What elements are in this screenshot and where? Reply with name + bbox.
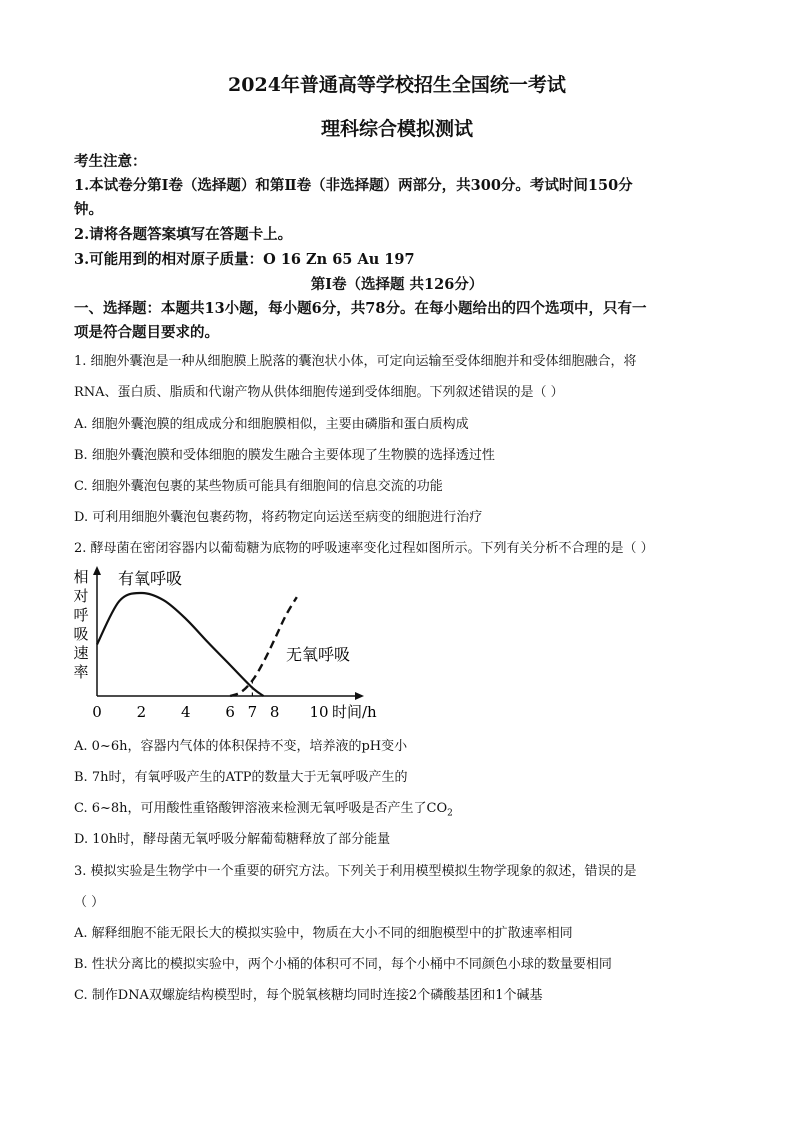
- y-axis-label-char: 吸: [73, 625, 89, 643]
- x-tick-label: 6: [225, 703, 235, 721]
- q3-stem: 3. 模拟实验是生物学中一个重要的研究方法。下列关于利用模型模拟生物学现象的叙述，错误的是: [74, 864, 637, 879]
- section-instruction-cont: 项是符合题目要求的。: [74, 324, 219, 341]
- x-tick-label: 0: [92, 703, 102, 721]
- section-heading: 第Ⅰ卷（选择题 共126分）: [310, 276, 484, 293]
- notice-item-1: 1.本试卷分第Ⅰ卷（选择题）和第Ⅱ卷（非选择题）两部分，共300分。考试时间150分: [74, 177, 633, 194]
- y-axis-label-char: 对: [73, 587, 89, 605]
- q2-stem: 2. 酵母菌在密闭容器内以葡萄糖为底物的呼吸速率变化过程如图所示。下列有关分析不合理的是（ ）: [74, 541, 654, 556]
- q1-option-b: B. 细胞外囊泡膜和受体细胞的膜发生融合主要体现了生物膜的选择透过性: [74, 448, 495, 463]
- y-axis-label: [73, 568, 88, 681]
- q1-stem-cont: RNA、蛋白质、脂质和代谢产物从供体细胞传递到受体细胞。下列叙述错误的是（ ）: [74, 385, 564, 400]
- x-axis-label: 时间/h: [332, 703, 377, 721]
- y-axis-label-char: 速: [73, 644, 89, 662]
- notice-item-2: 2.请将各题答案填写在答题卡上。: [74, 226, 293, 243]
- notice-item-1-cont: 钟。: [74, 201, 103, 218]
- aerobic-curve: [97, 593, 264, 696]
- q3-option-b: B. 性状分离比的模拟实验中，两个小桶的体积可不同，每个小桶中不同颜色小球的数量要相同: [74, 957, 612, 972]
- q3-stem-cont: （ ）: [74, 895, 105, 910]
- q3-option-c: C. 制作DNA双螺旋结构模型时，每个脱氧核糖均同时连接2个磷酸基团和1个碱基: [74, 988, 543, 1003]
- q2-option-a: A. 0~6h，容器内气体的体积保持不变，培养液的pH变小: [74, 739, 408, 754]
- q1-stem: 1. 细胞外囊泡是一种从细胞膜上脱落的囊泡状小体，可定向运输至受体细胞并和受体细胞融合，将: [74, 354, 637, 369]
- q1-option-a: A. 细胞外囊泡膜的组成成分和细胞膜相似，主要由磷脂和蛋白质构成: [74, 417, 469, 432]
- exam-subtitle: 理科综合模拟测试: [320, 118, 473, 140]
- x-tick-label: 2: [136, 703, 147, 721]
- aerobic-label: 有氧呼吸: [118, 569, 183, 588]
- x-tick-label: 4: [181, 703, 191, 721]
- q1-option-d: D. 可利用细胞外囊泡包裹药物，将药物定向运送至病变的细胞进行治疗: [74, 510, 483, 525]
- y-axis-label-char: 呼: [73, 606, 89, 624]
- y-axis-arrow: [93, 566, 101, 575]
- co2-subscript: 2: [447, 808, 453, 819]
- x-tick-label: 8: [269, 703, 280, 721]
- respiration-chart: [66, 562, 406, 730]
- notice-heading: 考生注意：: [74, 153, 147, 170]
- q2-option-c: [74, 797, 453, 819]
- q2-option-c-text: C. 6~8h，可用酸性重铬酸钾溶液来检测无氧呼吸是否产生了CO: [74, 801, 448, 816]
- q2-option-d: D. 10h时，酵母菌无氧呼吸分解葡萄糖释放了部分能量: [74, 832, 391, 847]
- q2-option-b: B. 7h时，有氧呼吸产生的ATP的数量大于无氧呼吸产生的: [74, 770, 408, 785]
- y-axis-label-char: 率: [73, 663, 89, 681]
- anaerobic-label: 无氧呼吸: [286, 645, 351, 664]
- section-instruction: 一、选择题：本题共13小题，每小题6分，共78分。在每小题给出的四个选项中，只有一: [74, 300, 647, 317]
- x-tick-label: 7: [247, 703, 258, 721]
- notice-item-3: 3.可能用到的相对原子质量：O 16 Zn 65 Au 197: [74, 251, 415, 268]
- x-tick-label: 10: [309, 703, 329, 721]
- q3-option-a: A. 解释细胞不能无限长大的模拟实验中，物质在大小不同的细胞模型中的扩散速率相同: [74, 926, 573, 941]
- y-axis-label-char: 相: [73, 568, 89, 586]
- exam-title: 2024年普通高等学校招生全国统一考试: [228, 74, 566, 96]
- q1-option-c: C. 细胞外囊泡包裹的某些物质可能具有细胞间的信息交流的功能: [74, 479, 443, 494]
- x-axis-arrow: [355, 692, 364, 700]
